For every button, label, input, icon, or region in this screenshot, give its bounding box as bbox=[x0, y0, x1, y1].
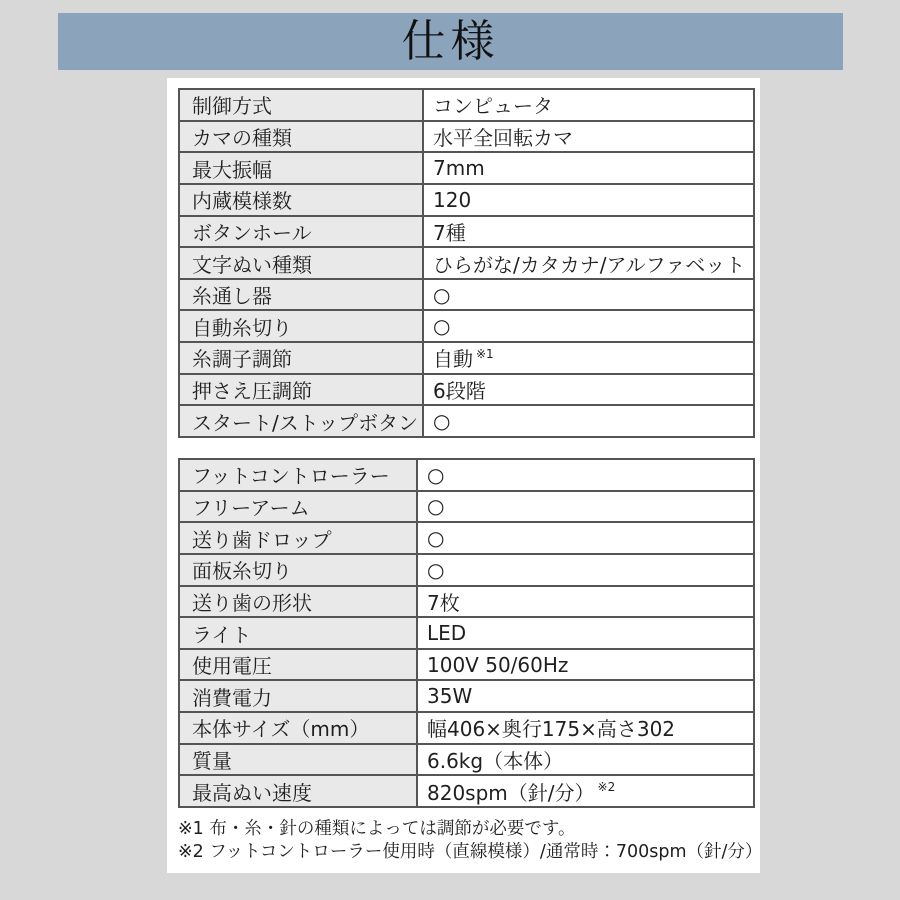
spec-value bbox=[424, 217, 753, 247]
page-title: 仕様 bbox=[401, 15, 500, 67]
table-row bbox=[180, 555, 753, 587]
footnote-marker: ※2 bbox=[597, 780, 616, 795]
spec-value bbox=[424, 248, 753, 278]
footnote: ※1 布・糸・針の種類によっては調節が必要です。 bbox=[178, 819, 576, 839]
spec-label: 文字ぬい種類 bbox=[180, 248, 424, 278]
spec-value-text: ○ bbox=[427, 526, 445, 551]
table-row bbox=[180, 713, 753, 745]
table-row bbox=[180, 280, 753, 312]
spec-value bbox=[424, 280, 753, 310]
table-row bbox=[180, 745, 753, 777]
table-row bbox=[180, 343, 753, 375]
footnotes bbox=[178, 818, 762, 864]
spec-label: 質量 bbox=[180, 745, 418, 775]
spec-value-text: 820spm（針/分） bbox=[427, 780, 595, 805]
table-row bbox=[180, 523, 753, 555]
spec-value-text: 幅406×奥行175×高さ302 bbox=[427, 717, 676, 742]
spec-value-text: ひらがな/カタカナ/アルファベット bbox=[433, 252, 746, 277]
spec-label: 消費電力 bbox=[180, 681, 418, 711]
spec-label: 使用電圧 bbox=[180, 650, 418, 680]
spec-label: フットコントローラー bbox=[180, 460, 418, 490]
spec-label: 制御方式 bbox=[180, 90, 424, 120]
spec-label: ボタンホール bbox=[180, 217, 424, 247]
spec-value-text: 120 bbox=[433, 187, 472, 212]
spec-value-text: ○ bbox=[427, 494, 445, 519]
spec-label: スタート/ストップボタン bbox=[180, 406, 424, 436]
table-row bbox=[180, 153, 753, 185]
spec-value-text: 100V 50/60Hz bbox=[427, 652, 569, 677]
spec-value-text: 7種 bbox=[433, 220, 466, 245]
footnote-marker: ※1 bbox=[476, 347, 494, 362]
spec-label: カマの種類 bbox=[180, 122, 424, 152]
spec-label: 送り歯ドロップ bbox=[180, 523, 418, 553]
table-row bbox=[180, 650, 753, 682]
spec-label: 面板糸切り bbox=[180, 555, 418, 585]
spec-value-text: 7mm bbox=[433, 156, 485, 181]
spec-value bbox=[424, 153, 753, 183]
footnote: ※2 フットコントローラー使用時（直線模様）/通常時：700spm（針/分） bbox=[178, 842, 763, 862]
table-row bbox=[180, 492, 753, 524]
spec-value bbox=[424, 185, 753, 215]
spec-value-text: 35W bbox=[427, 684, 473, 709]
spec-label: 最大振幅 bbox=[180, 153, 424, 183]
table-row bbox=[180, 618, 753, 650]
spec-value-text: コンピュータ bbox=[433, 94, 553, 119]
spec-label: 糸調子調節 bbox=[180, 343, 424, 373]
table-row bbox=[180, 217, 753, 249]
spec-value bbox=[418, 523, 753, 553]
spec-label: 送り歯の形状 bbox=[180, 587, 418, 617]
spec-label: 糸通し器 bbox=[180, 280, 424, 310]
spec-table-hardware bbox=[178, 458, 755, 808]
spec-value bbox=[424, 122, 753, 152]
spec-value-text: 水平全回転カマ bbox=[433, 125, 573, 150]
spec-label: 内蔵模様数 bbox=[180, 185, 424, 215]
spec-label: フリーアーム bbox=[180, 492, 418, 522]
spec-value bbox=[418, 776, 753, 806]
spec-value bbox=[418, 587, 753, 617]
spec-value bbox=[418, 713, 753, 743]
spec-value-text: ○ bbox=[427, 462, 445, 487]
spec-value bbox=[418, 555, 753, 585]
table-row bbox=[180, 122, 753, 154]
spec-label: ライト bbox=[180, 618, 418, 648]
table-row bbox=[180, 776, 753, 806]
spec-value bbox=[424, 90, 753, 120]
table-row bbox=[180, 406, 753, 436]
table-row bbox=[180, 587, 753, 619]
spec-table-basic bbox=[178, 88, 755, 438]
spec-value bbox=[418, 460, 753, 490]
spec-value bbox=[424, 343, 753, 373]
spec-value bbox=[418, 492, 753, 522]
table-row bbox=[180, 185, 753, 217]
spec-value-text: ○ bbox=[433, 314, 451, 339]
spec-label: 本体サイズ（mm） bbox=[180, 713, 418, 743]
spec-value bbox=[418, 681, 753, 711]
spec-value bbox=[424, 311, 753, 341]
spec-value-text: 7枚 bbox=[427, 590, 460, 615]
table-row bbox=[180, 460, 753, 492]
spec-value-text: 6段階 bbox=[433, 379, 486, 404]
table-row bbox=[180, 248, 753, 280]
spec-value bbox=[424, 375, 753, 405]
spec-panel bbox=[167, 78, 763, 873]
table-row bbox=[180, 311, 753, 343]
table-row bbox=[180, 681, 753, 713]
spec-label: 最高ぬい速度 bbox=[180, 776, 418, 806]
page-title-band bbox=[58, 13, 843, 70]
table-row bbox=[180, 90, 753, 122]
spec-value bbox=[418, 618, 753, 648]
spec-value bbox=[418, 650, 753, 680]
spec-value-text: ○ bbox=[433, 409, 451, 434]
spec-value bbox=[424, 406, 753, 436]
spec-value-text: ○ bbox=[427, 557, 445, 582]
spec-value-text: 6.6kg（本体） bbox=[427, 749, 564, 774]
spec-label: 押さえ圧調節 bbox=[180, 375, 424, 405]
spec-value bbox=[418, 745, 753, 775]
spec-value-text: 自動 bbox=[433, 347, 473, 372]
table-row bbox=[180, 375, 753, 407]
spec-value-text: LED bbox=[427, 621, 467, 646]
spec-value-text: ○ bbox=[433, 282, 451, 307]
spec-label: 自動糸切り bbox=[180, 311, 424, 341]
